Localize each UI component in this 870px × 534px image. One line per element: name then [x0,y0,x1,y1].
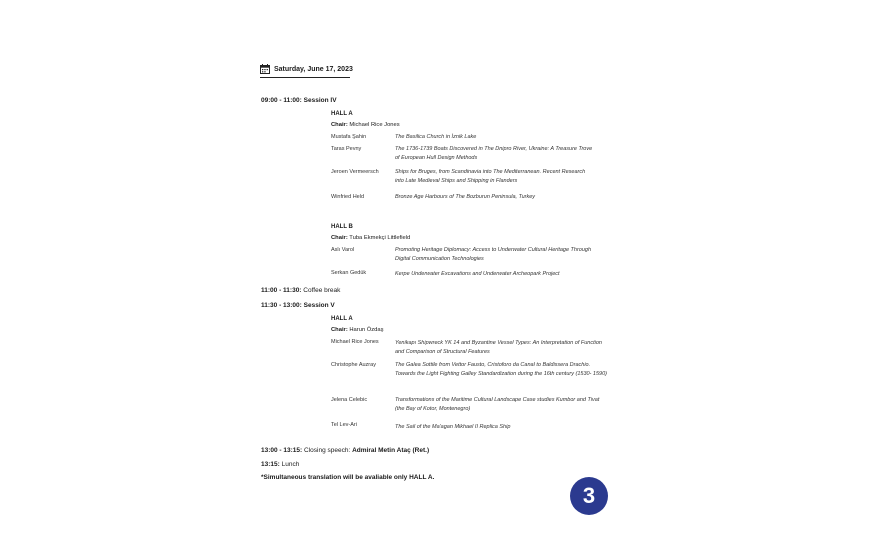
speaker-name: Jelena Celebic [331,397,368,403]
speaker-name: Christophe Auzray [331,362,376,368]
page-number-badge: 3 [570,477,608,515]
talk-title: Transformations of the Maritime Cultural Landscape Case studies Kumbor and Tivat (the Bay of Kotor, Montenegro) [395,397,600,412]
speaker-name: Tel Lev-Ari [331,422,357,428]
translation-note: *Simultaneous translation will be avaliable only HALL A. [261,474,435,481]
calendar-icon [260,64,270,74]
day-date: Saturday, June 17, 2023 [274,65,353,73]
talk-title: The Galea Sottile from Vettor Fausto, Cristoforo da Canal to Baldissera Drachio. Towards the Light Fighting Galley Standardization during the 16th century (1530- 1590) [395,362,607,377]
closing-speech-row: 13:00 - 13:15: Closing speech: Admiral Metin Ataç (Ret.) [261,447,430,454]
speaker-name: Aslı Varol [331,247,355,253]
hall-chair: Chair: Michael Rice Jones [331,122,400,128]
hall-chair: Chair: Tuba Ekmekçi Littlefield [331,235,411,241]
session-5-heading [261,302,335,309]
hall-chair: Chair: Harun Özdaş [331,327,384,333]
hall-a-label: HALL A [331,111,353,117]
speaker-name: Serkan Gedük [331,270,367,276]
talk-title: Bronze Age Harbours of The Bozburun Peninsula, Turkey [395,194,536,200]
session-4-heading [261,97,337,104]
session-time: 09:00 - 11:00: [261,97,302,104]
lunch-row: 13:15: Lunch [261,461,300,468]
session-name: Session V [303,302,335,309]
hall-a-label: HALL A [331,316,353,322]
talk-title: Ships for Bruges, from Scandinavia into The Mediterranean. Recent Research into Late Medieval Ships and Shipping in Flanders [395,169,586,184]
speaker-name: Michael Rice Jones [331,339,379,345]
speaker-name: Mustafa Şahin [331,134,367,140]
talk-title: Promoting Heritage Diplomacy: Access to Underwater Cultural Heritage Through Digital Communication Technologies [395,247,592,262]
speaker-name: Jeroen Vermeersch [331,169,379,175]
talk-title: The 1736-1739 Boats Discovered in The Dnipro River, Ukraine: A Treasure Trove of European Hull Design Methods [395,146,593,161]
talk-title: The Basilica Church in İznik Lake [395,134,477,140]
hall-b-label: HALL B [331,224,353,230]
talk-title: The Sail of the Ma'agan Mikhael II Replica Ship [395,424,511,430]
coffee-break-row: 11:00 - 11:30: Coffee break [261,287,341,294]
day-underline [260,77,350,78]
talk-title: Kerpe Underwater Excavations and Underwater Archeopark Project [395,271,560,277]
session-time: 11:30 - 13:00: [261,302,302,309]
speaker-name: Winfried Held [331,194,365,200]
day-header [260,64,353,74]
talk-title: Yenikapı Shipwreck YK 14 and Byzantine Vessel Types: An Interpretation of Function and Comparison of Structural Features [395,340,602,355]
speaker-name: Taras Pevny [331,146,362,152]
faded-background-text [248,4,254,30]
session-name: Session IV [303,97,337,104]
